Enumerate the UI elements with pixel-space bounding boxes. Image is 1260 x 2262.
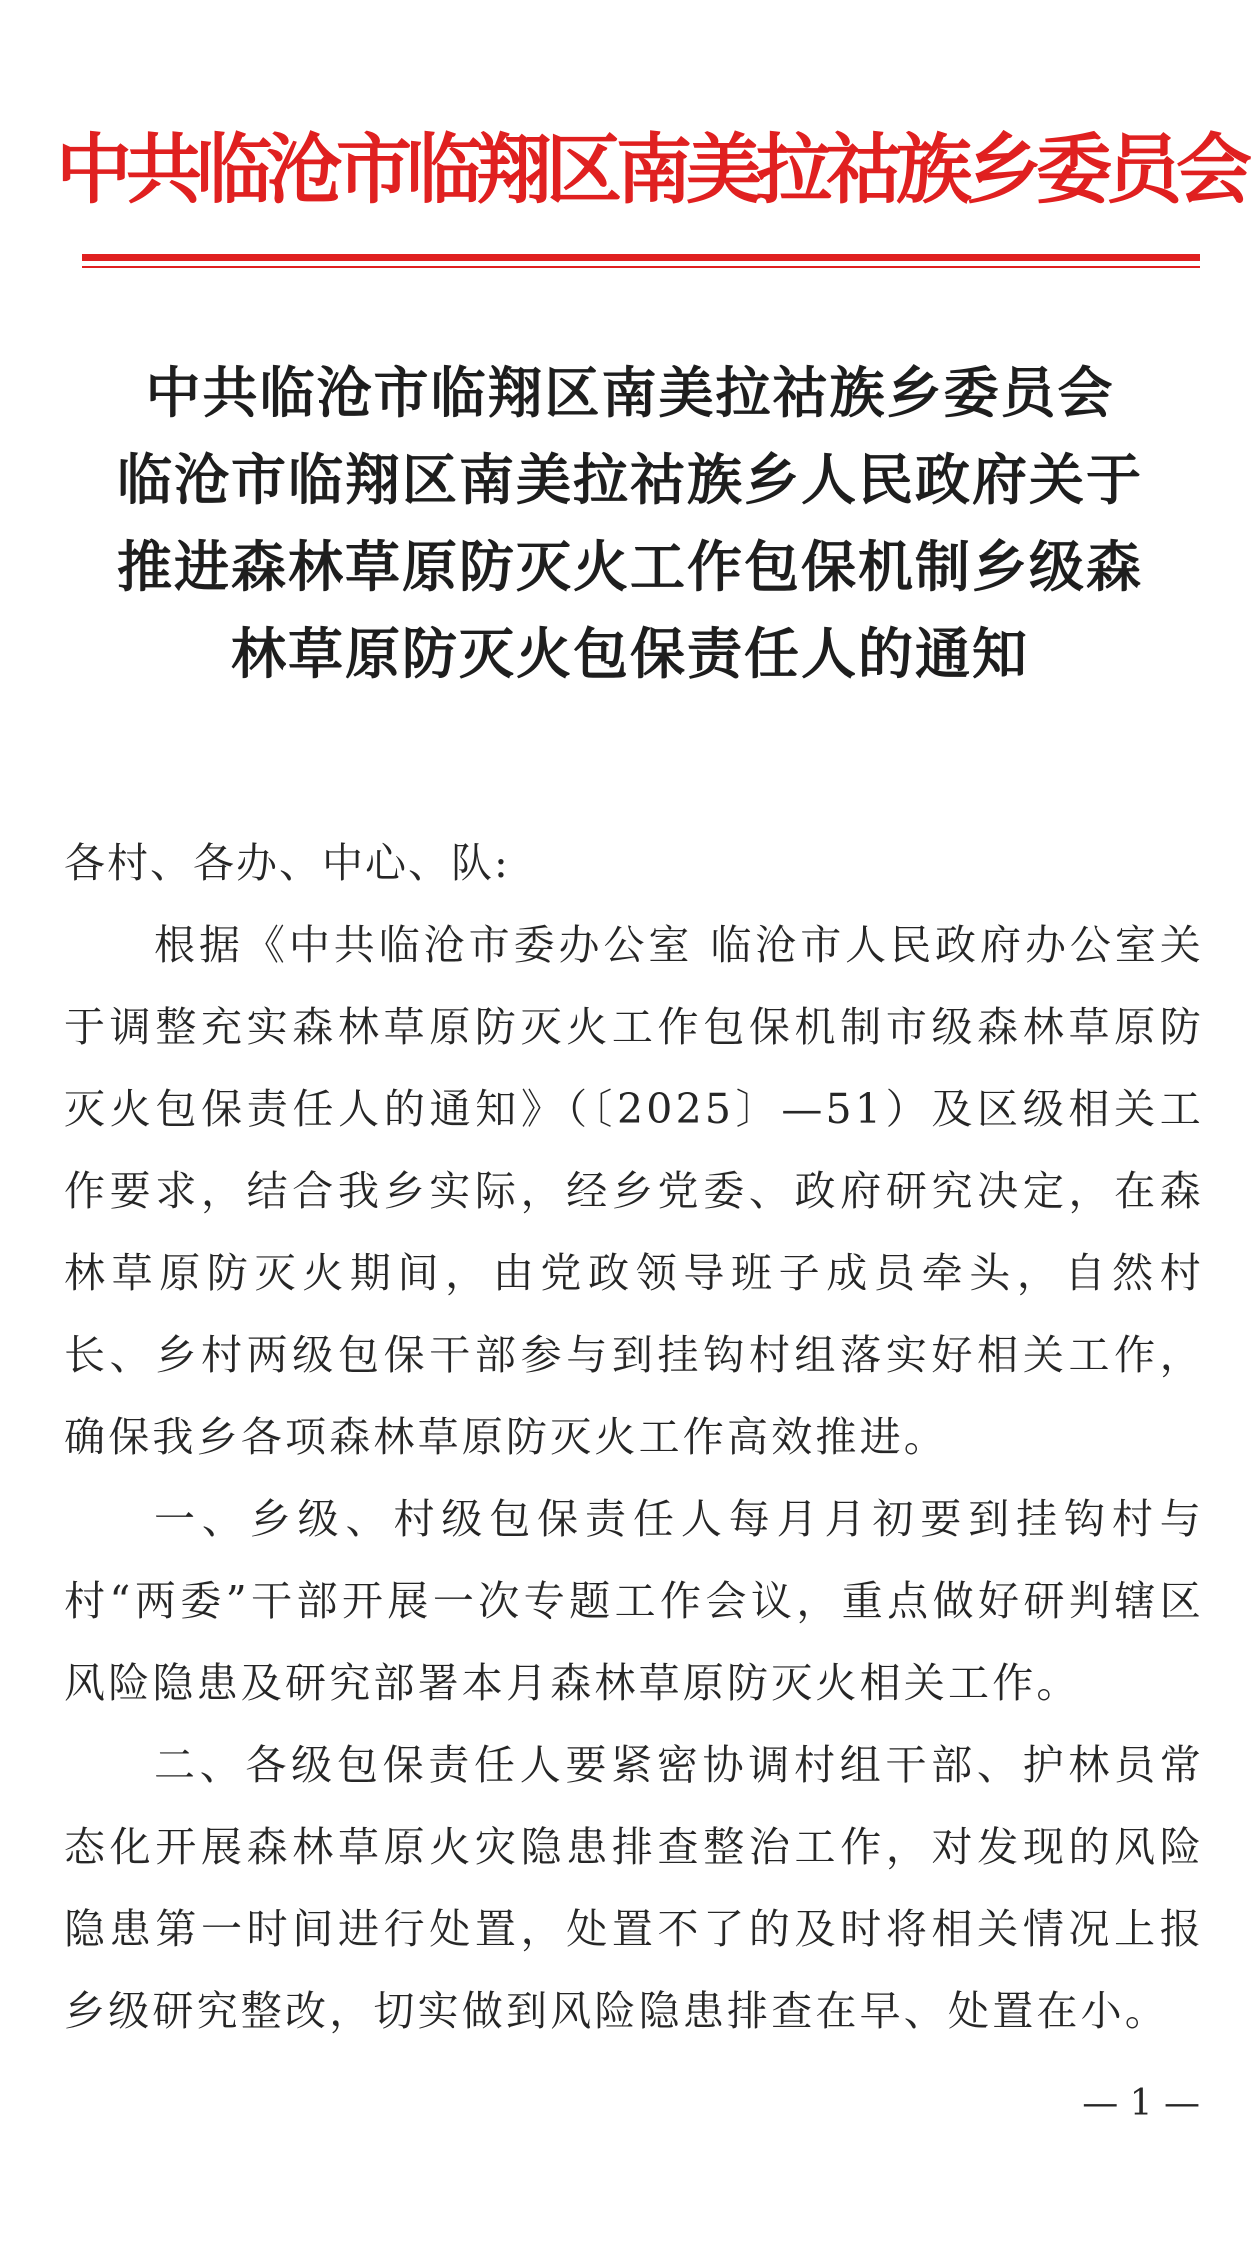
title-line: 推进森林草原防灭火工作包保机制乡级森 — [116, 535, 1143, 599]
title-line: 临沧市临翔区南美拉祜族乡人民政府关于 — [116, 448, 1143, 512]
body-paragraph-item-2: 二、各级包保责任人要紧密协调村组干部、护林员常态化开展森林草原火灾隐患排查整治工作，对发现的风险隐患第一时间进行处置，处置不了的及时将相关情况上报乡级研究整改，切实做到风险隐患排查在早、处置在小。 — [64, 1741, 1204, 2035]
masthead-org-name: 中共临沧市临翔区南美拉祜族乡委员会 — [56, 125, 1246, 214]
masthead-rule-thin — [82, 266, 1200, 268]
document-title — [60, 350, 1200, 698]
addressee: 各村、各办、中心、队: — [64, 839, 510, 887]
body-paragraph-item-1: 一、乡级、村级包保责任人每月月初要到挂钩村与村“两委”干部开展一次专题工作会议，重点做好研判辖区风险隐患及研究部署本月森林草原防灭火相关工作。 — [64, 1495, 1204, 1707]
body-paragraph-intro: 根据《中共临沧市委办公室 临沧市人民政府办公室关于调整充实森林草原防灭火工作包保机制市级森林草原防灭火包保责任人的通知》（〔2025〕—51）及区级相关工作要求，结合我乡实际，经乡党委、政府研究决定，在森林草原防灭火期间，由党政领导班子成员牵头，自然村长、乡村两级包保干部参与到挂钩村组落实好相关工作，确保我乡各项森林草原防灭火工作高效推进。 — [64, 921, 1204, 1461]
title-line: 中共临沧市临翔区南美拉祜族乡委员会 — [145, 361, 1115, 425]
masthead-rule-thick — [82, 254, 1200, 261]
title-line: 林草原防灭火包保责任人的通知 — [230, 622, 1029, 686]
page-number: — 1 — — [1082, 2083, 1200, 2124]
